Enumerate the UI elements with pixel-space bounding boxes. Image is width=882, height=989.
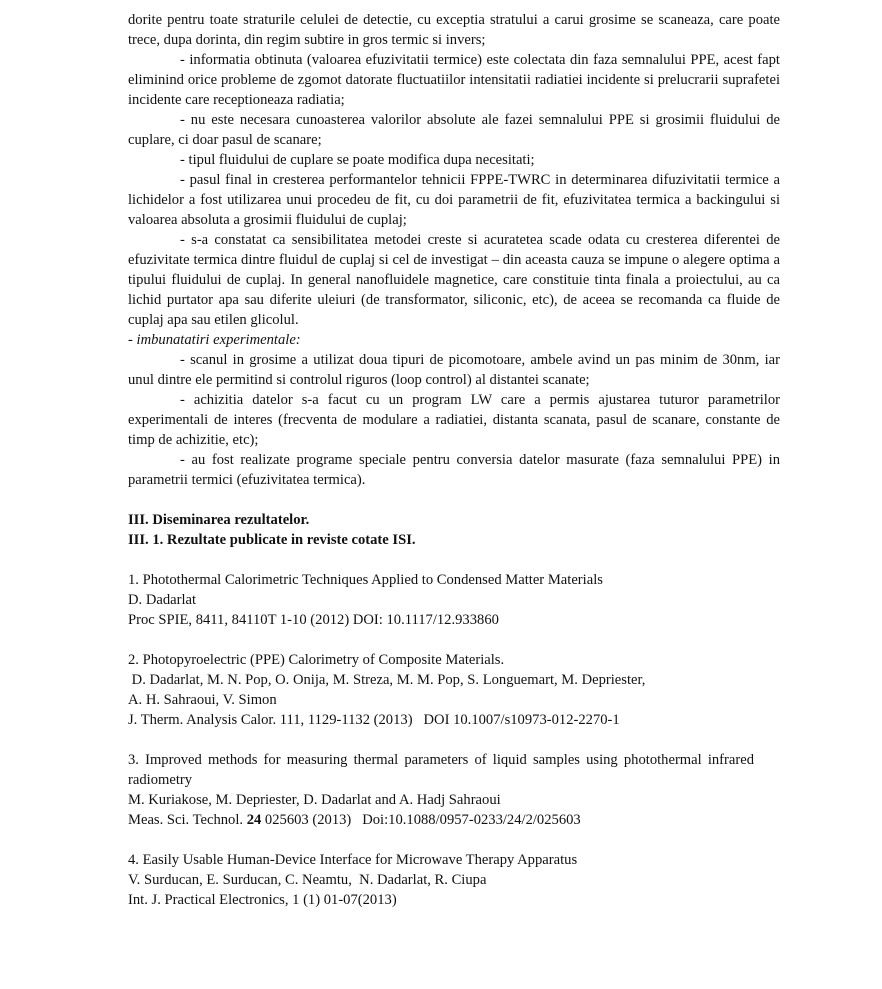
reference-authors: A. H. Sahraoui, V. Simon [128, 692, 277, 708]
reference-authors: D. Dadarlat, M. N. Pop, O. Onija, M. Streza, M. M. Pop, S. Longuemart, M. Depriester, [128, 672, 646, 688]
paragraph: - au fost realizate programe speciale pentru conversia datelor masurate (faza semnalului PPE) in parametrii termici (efuzivitatea termica). [128, 452, 780, 488]
spacer [128, 830, 780, 850]
section-heading: III. 1. Rezultate publicate in reviste cotate ISI. [128, 532, 416, 548]
reference-title: 1. Photothermal Calorimetric Techniques Applied to Condensed Matter Materials [128, 572, 603, 588]
reference-title: 2. Photopyroelectric (PPE) Calorimetry of Composite Materials. [128, 652, 505, 668]
document-page [128, 10, 780, 910]
paragraph: - pasul final in cresterea performantelor tehnicii FPPE-TWRC in determinarea difuzivitatii termice a lichidelor a fost utilizarea unui procedeu de fit, cu doi parametrii de fit, efuzivitatea termica a backingului si valoarea absoluta a grosimii fluidului de cuplaj; [128, 172, 780, 228]
reference-item [128, 750, 780, 830]
reference-source: J. Therm. Analysis Calor. 111, 1129-1132 (2013) DOI 10.1007/s10973-012-2270-1 [128, 712, 620, 728]
paragraph: - nu este necesara cunoasterea valorilor absolute ale fazei semnalului PPE si grosimii fluidului de cuplare, ci doar pasul de scanare; [128, 112, 780, 148]
paragraph: - informatia obtinuta (valoarea efuzivitatii termice) este colectata din faza semnalului PPE, acest fapt eliminind orice probleme de zgomot datorate fluctuatiilor intensitatii radiatiei incidente si prelucrarii suprafetei incidente care receptioneaza radiatia; [128, 52, 780, 108]
reference-title: 3. Improved methods for measuring thermal parameters of liquid samples using photothermal infrared radiometry [128, 752, 754, 788]
reference-source: Int. J. Practical Electronics, 1 (1) 01-07(2013) [128, 892, 397, 908]
section-heading: III. Diseminarea rezultatelor. [128, 512, 310, 528]
reference-title: 4. Easily Usable Human-Device Interface for Microwave Therapy Apparatus [128, 852, 578, 868]
paragraph: dorite pentru toate straturile celulei de detectie, cu exceptia stratului a carui grosime se scaneaza, care poate trece, dupa dorinta, din regim subtire in gros termic si invers; [128, 12, 780, 48]
paragraph: - tipul fluidului de cuplare se poate modifica dupa necesitati; [180, 152, 535, 168]
source-volume: 24 [246, 812, 262, 828]
reference-authors: V. Surducan, E. Surducan, C. Neamtu, N. Dadarlat, R. Ciupa [128, 872, 487, 888]
reference-item [128, 650, 780, 730]
reference-source: Proc SPIE, 8411, 84110T 1-10 (2012) DOI: 10.1117/12.933860 [128, 612, 499, 628]
source-details: 025603 (2013) Doi:10.1088/0957-0233/24/2/025603 [261, 812, 581, 828]
reference-source [128, 810, 780, 830]
reference-authors: M. Kuriakose, M. Depriester, D. Dadarlat and A. Hadj Sahraoui [128, 792, 501, 808]
reference-item [128, 850, 780, 910]
reference-authors: D. Dadarlat [128, 592, 197, 608]
spacer [128, 550, 780, 570]
spacer [128, 730, 780, 750]
paragraph: - s-a constatat ca sensibilitatea metodei creste si acuratetea scade odata cu cresterea diferentei de efuzivitate termica dintre fluidul de cuplaj si cel de investigat – din aceasta cauza se impune o alegere optima a tipului fluidului de cuplaj. In general nanofluidele magnetice, care constituie tinta finala a proiectului, au ca lichid purtator apa sau diferite uleiuri (de transformator, siliconic, etc), de aceea se recomanda ca fluide de cuplaj apa sau etilen glicolul. [128, 232, 780, 328]
spacer [128, 490, 780, 510]
paragraph: - achizitia datelor s-a facut cu un program LW care a permis ajustarea tuturor parametrilor experimentali de interes (frecventa de modulare a radiatiei, distanta scanata, pasul de scanare, constante de timp de achizitie, etc); [128, 392, 780, 448]
paragraph: - scanul in grosime a utilizat doua tipuri de picomotoare, ambele avind un pas minim de 30nm, iar unul dintre ele permitind si controlul riguros (loop control) al distantei scanate; [128, 352, 780, 388]
source-journal: Meas. Sci. Technol. [128, 812, 247, 828]
subsection-heading: - imbunatatiri experimentale: [128, 332, 301, 348]
reference-item [128, 570, 780, 630]
spacer [128, 630, 780, 650]
